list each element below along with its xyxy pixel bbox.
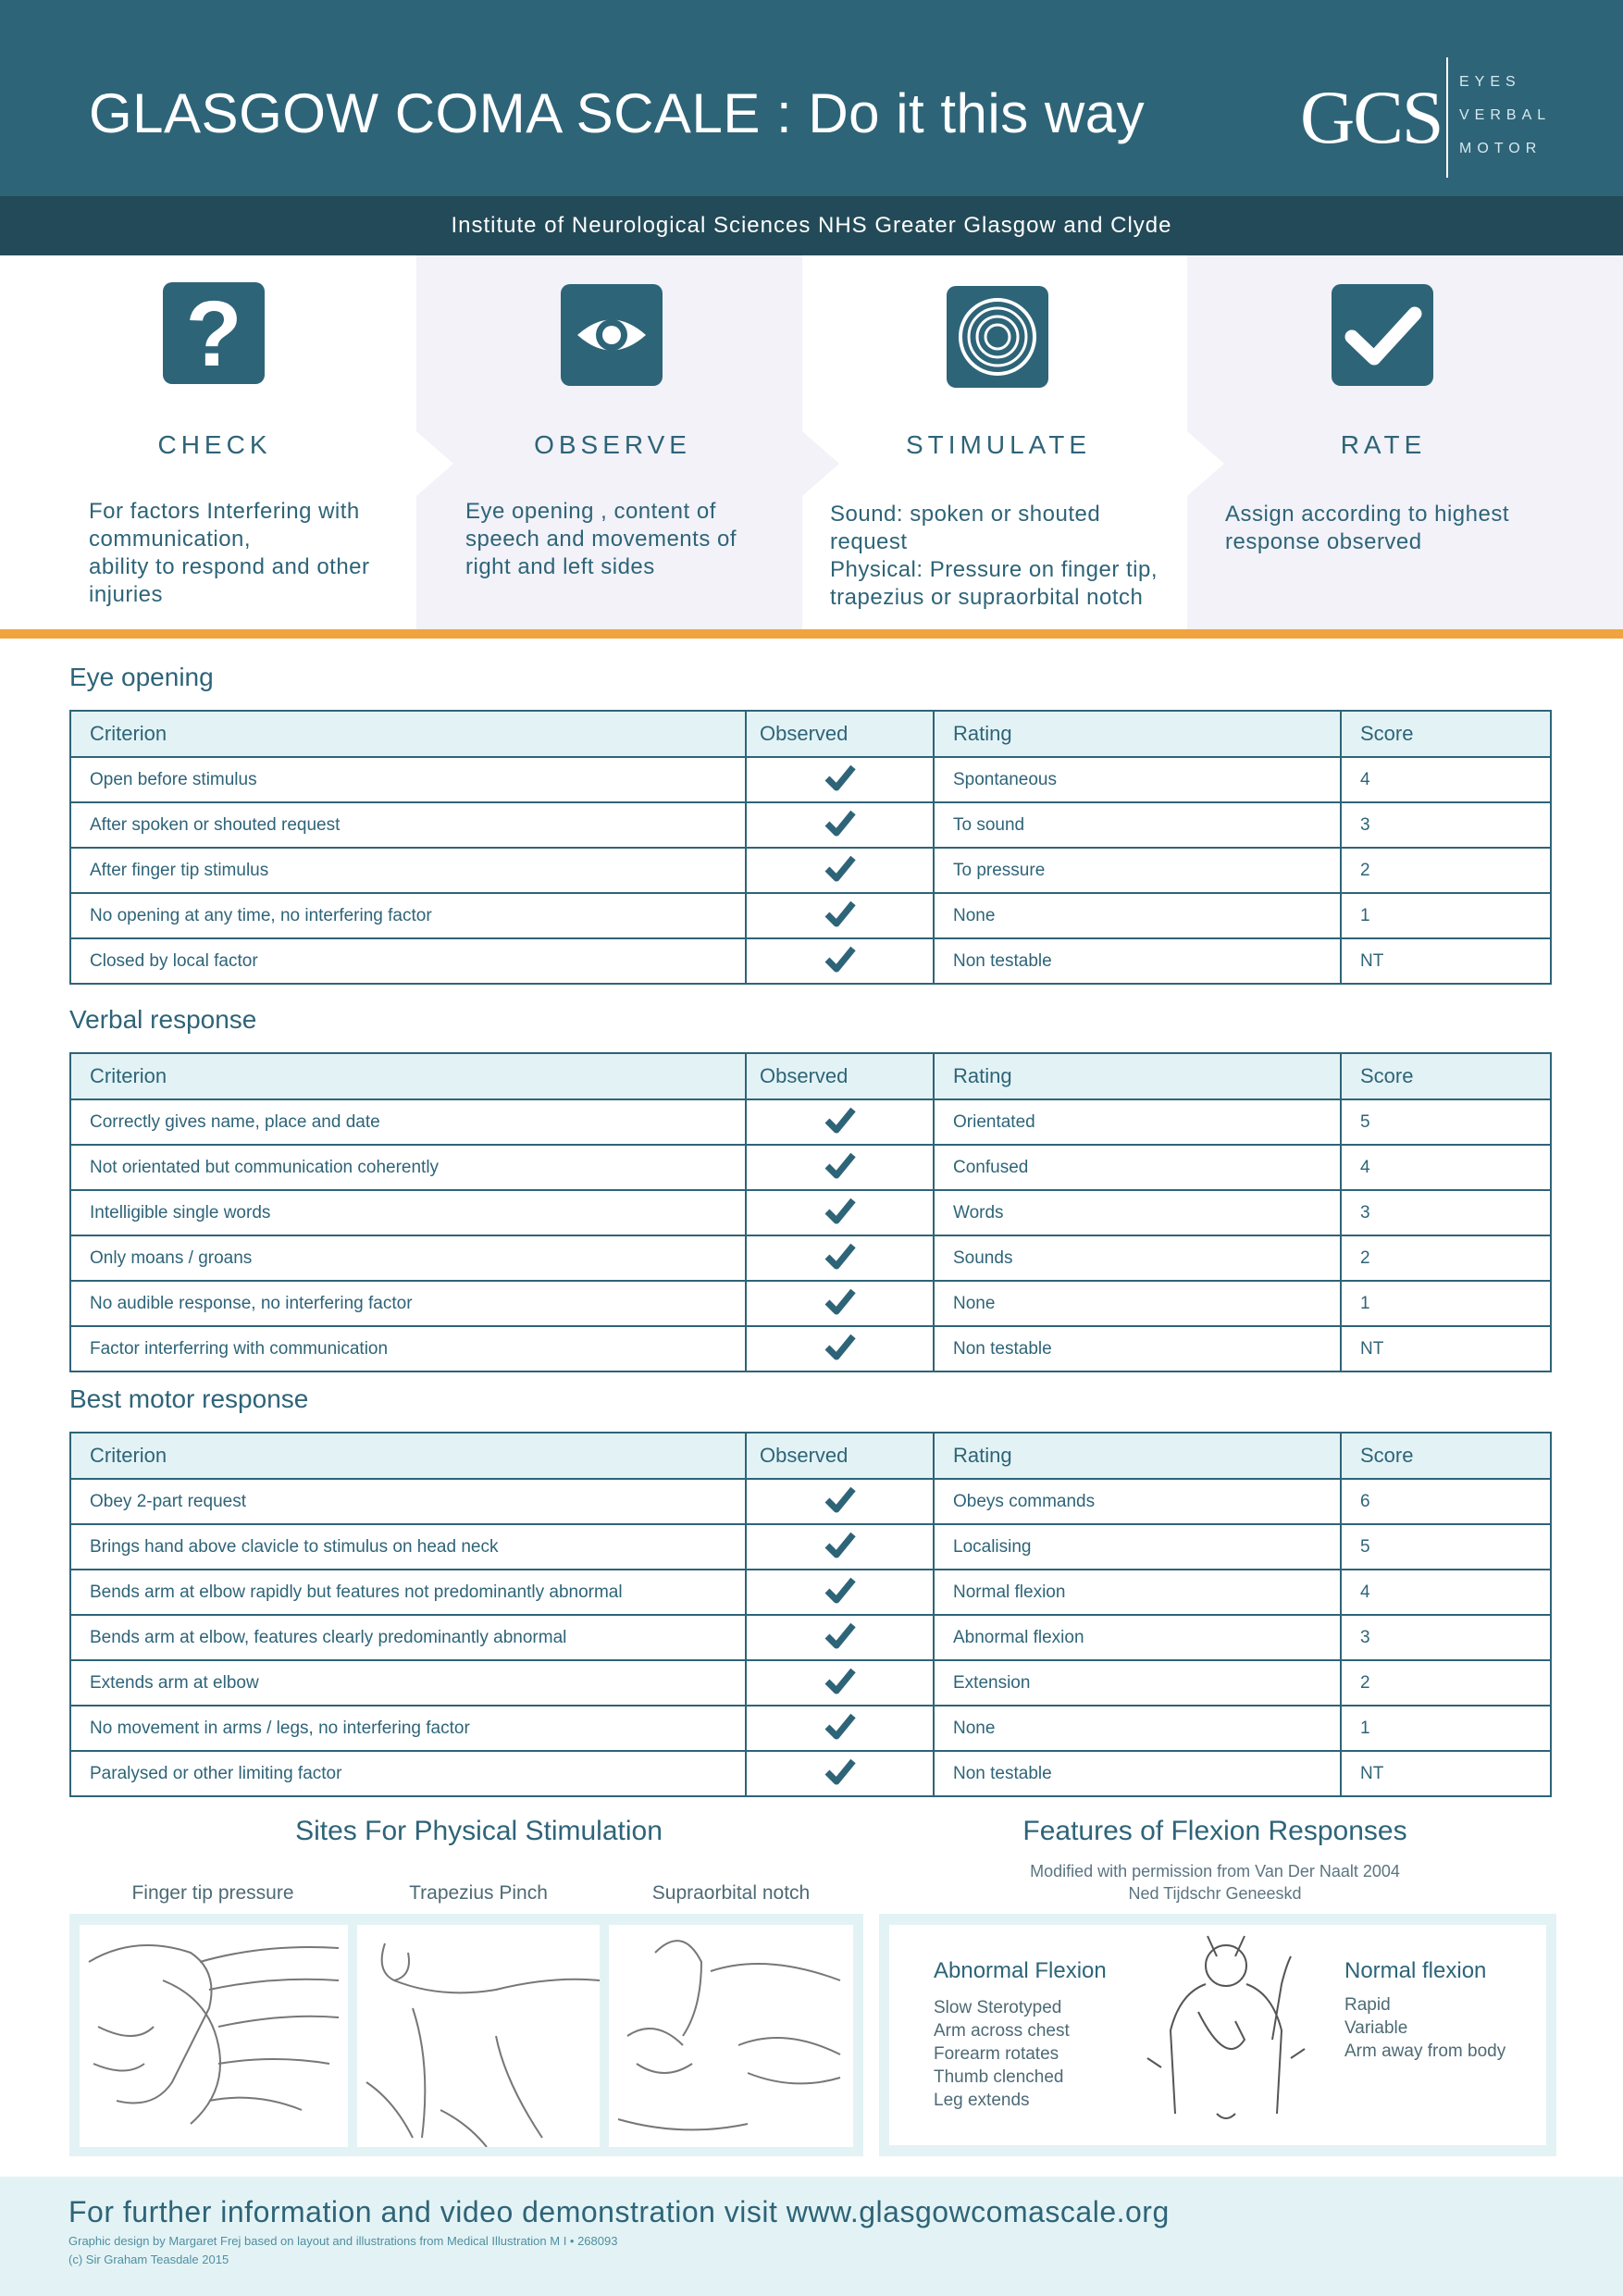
observed-cell [746, 848, 934, 893]
table-row [70, 1524, 1551, 1570]
gcs-logo: GCS [1300, 75, 1443, 159]
trapezius-pinch-illustration [357, 1925, 600, 2147]
criterion-cell: Only moans / groans [70, 1235, 746, 1281]
score-cell: 5 [1341, 1524, 1551, 1570]
table-row [70, 1751, 1551, 1796]
table-row [70, 1145, 1551, 1190]
section-title-eye-opening: Eye opening [69, 663, 214, 691]
section-title-motor-response: Best motor response [69, 1384, 309, 1413]
step-desc-check: For factors Interfering with communication, ability to respond and other injuries [89, 499, 370, 607]
supraorbital-notch-illustration [609, 1925, 853, 2147]
observed-cell [746, 1235, 934, 1281]
svg-text:?: ? [185, 282, 242, 384]
criterion-cell: Factor interferring with communication [70, 1326, 746, 1371]
step-title-observe: OBSERVE [534, 430, 691, 459]
observed-cell [746, 1615, 934, 1660]
criterion-cell: Paralysed or other limiting factor [70, 1751, 746, 1796]
checkmark-icon [824, 763, 856, 791]
step-desc-stimulate: Sound: spoken or shouted request Physical: Pressure on finger tip, trapezius or supraorbital notch [830, 502, 1158, 610]
rating-cell: Words [934, 1190, 1341, 1235]
header-score: Score [1341, 711, 1551, 757]
header-observed: Observed [746, 1053, 934, 1099]
header-score: Score [1341, 1433, 1551, 1479]
table-row [70, 893, 1551, 938]
step-title-rate: RATE [1340, 430, 1427, 459]
checkmark-icon [824, 1106, 856, 1134]
table-row [70, 848, 1551, 893]
criterion-cell: Obey 2-part request [70, 1479, 746, 1524]
checkmark-icon [824, 1242, 856, 1270]
logo-word-motor: MOTOR [1459, 141, 1542, 156]
score-cell: NT [1341, 1751, 1551, 1796]
rating-cell: To pressure [934, 848, 1341, 893]
normal-flexion-title: Normal flexion [1344, 1958, 1487, 1983]
eye-opening-table [69, 710, 1552, 985]
criterion-cell: No movement in arms / legs, no interfering factor [70, 1706, 746, 1751]
score-cell: 3 [1341, 1615, 1551, 1660]
checkmark-icon [824, 1757, 856, 1785]
score-cell: 2 [1341, 1660, 1551, 1706]
rating-cell: None [934, 1706, 1341, 1751]
concentric-circles-icon [947, 286, 1048, 388]
observed-cell [746, 1145, 934, 1190]
criterion-cell: Correctly gives name, place and date [70, 1099, 746, 1145]
header-rating: Rating [934, 1433, 1341, 1479]
score-cell: 5 [1341, 1099, 1551, 1145]
criterion-cell: After finger tip stimulus [70, 848, 746, 893]
observed-cell [746, 802, 934, 848]
sites-title: Sites For Physical Stimulation [295, 1816, 663, 1846]
orange-divider [0, 629, 1623, 639]
table-header-row [70, 711, 1551, 757]
observed-cell [746, 1570, 934, 1615]
checkmark-icon [824, 1151, 856, 1179]
step-title-check: CHECK [157, 430, 272, 459]
observed-cell [746, 757, 934, 802]
verbal-response-table [69, 1052, 1552, 1372]
header-score: Score [1341, 1053, 1551, 1099]
header-criterion: Criterion [70, 1053, 746, 1099]
abnormal-flexion-list: Slow Sterotyped Arm across chest Forearm rotates Thumb clenched Leg extends [934, 1998, 1070, 2110]
flexion-credit: Modified with permission from Van Der Naalt 2004 Ned Tijdschr Geneeskd [1030, 1862, 1400, 1903]
score-cell: 1 [1341, 1281, 1551, 1326]
table-row [70, 1706, 1551, 1751]
site-label-finger: Finger tip pressure [131, 1882, 294, 1904]
score-cell: 3 [1341, 802, 1551, 848]
score-cell: 4 [1341, 1570, 1551, 1615]
table-row [70, 1326, 1551, 1371]
criterion-cell: Intelligible single words [70, 1190, 746, 1235]
table-row [70, 1479, 1551, 1524]
table-row [70, 1570, 1551, 1615]
rating-cell: Spontaneous [934, 757, 1341, 802]
rating-cell: Sounds [934, 1235, 1341, 1281]
score-cell: 3 [1341, 1190, 1551, 1235]
table-row [70, 938, 1551, 984]
checkmark-icon [824, 1485, 856, 1513]
observed-cell [746, 1190, 934, 1235]
table-row [70, 757, 1551, 802]
criterion-cell: After spoken or shouted request [70, 802, 746, 848]
question-mark-icon [163, 282, 265, 384]
criterion-cell: Open before stimulus [70, 757, 746, 802]
score-cell: 4 [1341, 757, 1551, 802]
checkmark-icon [824, 945, 856, 973]
observed-cell [746, 1281, 934, 1326]
criterion-cell: No audible response, no interfering factor [70, 1281, 746, 1326]
footer-copyright: (c) Sir Graham Teasdale 2015 [68, 2253, 229, 2266]
rating-cell: Confused [934, 1145, 1341, 1190]
table-row [70, 1281, 1551, 1326]
table-row [70, 1235, 1551, 1281]
table-row [70, 1615, 1551, 1660]
checkmark-icon [824, 809, 856, 837]
step-desc-observe: Eye opening , content of speech and movements of right and left sides [465, 499, 737, 579]
rating-cell: Non testable [934, 1751, 1341, 1796]
checkmark-icon [824, 1621, 856, 1649]
finger-pressure-illustration [80, 1925, 348, 2147]
score-cell: 4 [1341, 1145, 1551, 1190]
score-cell: NT [1341, 938, 1551, 984]
checkmark-icon [824, 1531, 856, 1558]
checkmark-icon [1332, 284, 1433, 386]
abnormal-flexion-title: Abnormal Flexion [934, 1958, 1107, 1983]
rating-cell: Orientated [934, 1099, 1341, 1145]
footer-design-credit: Graphic design by Margaret Frej based on layout and illustrations from Medical Illustration M I • 268093 [68, 2234, 618, 2248]
rating-cell: None [934, 1281, 1341, 1326]
logo-word-verbal: VERBAL [1459, 107, 1552, 123]
rating-cell: Localising [934, 1524, 1341, 1570]
header-observed: Observed [746, 711, 934, 757]
checkmark-icon [824, 1287, 856, 1315]
step-title-stimulate: STIMULATE [905, 430, 1092, 459]
score-cell: 2 [1341, 1235, 1551, 1281]
table-row [70, 802, 1551, 848]
observed-cell [746, 1479, 934, 1524]
logo-word-eyes: EYES [1459, 74, 1521, 90]
criterion-cell: Brings hand above clavicle to stimulus on head neck [70, 1524, 746, 1570]
criterion-cell: No opening at any time, no interfering factor [70, 893, 746, 938]
checkmark-icon [824, 1333, 856, 1360]
site-label-trapezius: Trapezius Pinch [409, 1882, 548, 1904]
checkmark-icon [824, 854, 856, 882]
observed-cell [746, 938, 934, 984]
header-rating: Rating [934, 711, 1341, 757]
eye-icon [561, 284, 663, 386]
score-cell: NT [1341, 1326, 1551, 1371]
criterion-cell: Bends arm at elbow rapidly but features not predominantly abnormal [70, 1570, 746, 1615]
flexion-figure-illustration [1143, 1929, 1309, 2148]
observed-cell [746, 1326, 934, 1371]
table-row [70, 1190, 1551, 1235]
normal-flexion-list: Rapid Variable Arm away from body [1344, 1995, 1506, 2061]
page-title: GLASGOW COMA SCALE : Do it this way [89, 82, 1146, 144]
rating-cell: Extension [934, 1660, 1341, 1706]
step-desc-rate: Assign according to highest response observed [1225, 502, 1510, 554]
header-criterion: Criterion [70, 711, 746, 757]
observed-cell [746, 893, 934, 938]
checkmark-icon [824, 1576, 856, 1604]
institute-name: Institute of Neurological Sciences NHS Greater Glasgow and Clyde [451, 213, 1172, 238]
checkmark-icon [824, 1712, 856, 1740]
observed-cell [746, 1524, 934, 1570]
criterion-cell: Bends arm at elbow, features clearly predominantly abnormal [70, 1615, 746, 1660]
rating-cell: Non testable [934, 938, 1341, 984]
score-cell: 1 [1341, 893, 1551, 938]
checkmark-icon [824, 1197, 856, 1224]
header-rating: Rating [934, 1053, 1341, 1099]
site-label-supraorbital: Supraorbital notch [651, 1882, 811, 1904]
checkmark-icon [824, 1667, 856, 1694]
rating-cell: To sound [934, 802, 1341, 848]
footer-info: For further information and video demonstration visit www.glasgowcomascale.org [68, 2195, 1170, 2228]
observed-cell [746, 1706, 934, 1751]
rating-cell: None [934, 893, 1341, 938]
criterion-cell: Closed by local factor [70, 938, 746, 984]
checkmark-icon [824, 900, 856, 927]
table-header-row [70, 1433, 1551, 1479]
section-title-verbal-response: Verbal response [69, 1005, 257, 1034]
logo-divider [1446, 57, 1448, 178]
rating-cell: Non testable [934, 1326, 1341, 1371]
rating-cell: Abnormal flexion [934, 1615, 1341, 1660]
observed-cell [746, 1751, 934, 1796]
table-header-row [70, 1053, 1551, 1099]
score-cell: 2 [1341, 848, 1551, 893]
header-observed: Observed [746, 1433, 934, 1479]
header-criterion: Criterion [70, 1433, 746, 1479]
rating-cell: Normal flexion [934, 1570, 1341, 1615]
rating-cell: Obeys commands [934, 1479, 1341, 1524]
motor-response-table [69, 1432, 1552, 1797]
score-cell: 6 [1341, 1479, 1551, 1524]
observed-cell [746, 1660, 934, 1706]
table-row [70, 1660, 1551, 1706]
criterion-cell: Not orientated but communication coherently [70, 1145, 746, 1190]
observed-cell [746, 1099, 934, 1145]
flexion-title: Features of Flexion Responses [1022, 1816, 1407, 1846]
table-row [70, 1099, 1551, 1145]
criterion-cell: Extends arm at elbow [70, 1660, 746, 1706]
score-cell: 1 [1341, 1706, 1551, 1751]
